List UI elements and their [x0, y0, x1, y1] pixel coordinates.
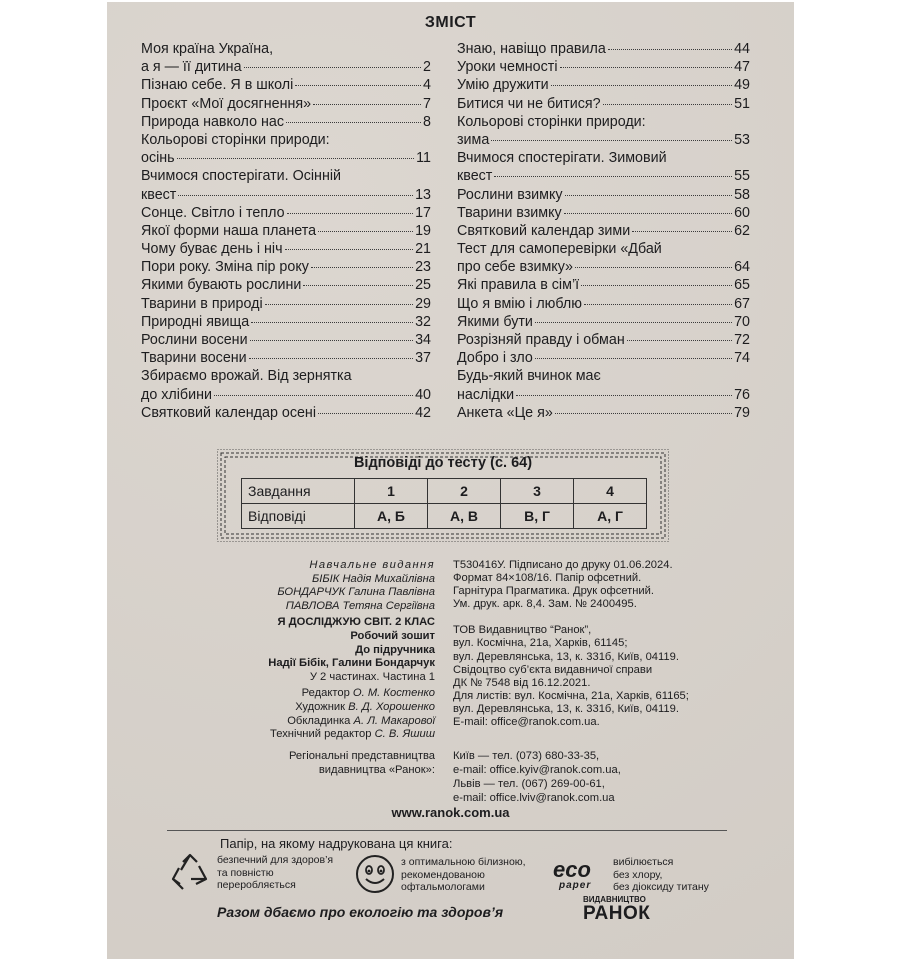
- toc-title: ЗМІСТ: [424, 14, 477, 31]
- eco-text-line: вибілюється: [613, 856, 674, 868]
- representatives-contacts: [453, 749, 621, 805]
- recycle-text-line: безпечний для здоров’я: [217, 854, 334, 866]
- toc-leader-dots: [560, 55, 733, 68]
- toc-entry-page: 70: [734, 313, 750, 330]
- imprint-right: [453, 559, 743, 729]
- toc-leader-dots: [303, 273, 413, 286]
- toc-leader-dots: [535, 310, 732, 323]
- toc-entry-title: Рослини восени: [141, 332, 248, 348]
- toc-entry-title: а я — її дитина: [141, 59, 242, 76]
- credit-role: Технічний редактор: [270, 728, 372, 741]
- toc-entry: [141, 113, 431, 131]
- toc-entry-title: Умію дружити: [457, 77, 549, 94]
- imprint-line: Гарнітура Прагматика. Друк офсетний.: [453, 585, 655, 598]
- toc-entry-title: Які правила в сім’ї: [457, 277, 580, 294]
- toc-entry-page: 8: [423, 113, 431, 130]
- credit-artist: [207, 701, 435, 715]
- toc-entry: [457, 404, 750, 422]
- smile-text-line: з оптимальною білизною,: [401, 856, 526, 868]
- book-subtitle: До підручника: [355, 643, 435, 656]
- toc-entry-page: 47: [734, 59, 750, 76]
- toc-leader-dots: [535, 346, 732, 359]
- website-link: www.ranok.com.ua: [391, 805, 510, 820]
- toc-entry-page: 60: [734, 204, 750, 221]
- toc-entry-page: 25: [415, 277, 431, 294]
- toc-entry-page: 49: [734, 77, 750, 94]
- toc-entry-title: Тварини восени: [141, 350, 247, 367]
- toc-entry-title: до хлібини: [141, 386, 212, 403]
- toc-entry-page: 42: [415, 404, 431, 421]
- book-subtitle: Надії Бібік, Галини Бондарчук: [268, 657, 435, 670]
- representatives-label: [247, 749, 435, 777]
- toc-leader-dots: [287, 201, 414, 214]
- toc-entry-title: Кольорові сторінки природи:: [457, 113, 646, 130]
- toc-entry-title: Сонце. Світло і тепло: [141, 204, 285, 221]
- toc-leader-dots: [565, 183, 733, 196]
- eco-logo-word: eco: [553, 857, 591, 882]
- toc-entry-title: Якими бути: [457, 313, 533, 330]
- toc-entry: [457, 349, 750, 367]
- imprint-line: E-mail: office@ranok.com.ua.: [453, 716, 600, 729]
- toc-entry-title: Тварини взимку: [457, 204, 562, 221]
- toc-leader-dots: [627, 328, 732, 341]
- toc-leader-dots: [311, 255, 413, 268]
- toc-entry-title: зима: [457, 131, 490, 148]
- toc-entry-title: Тест для самоперевірки «Дбай: [457, 241, 662, 258]
- toc-entry-title: Пори року. Зміна пір року: [141, 259, 309, 276]
- imprint-left: [207, 559, 435, 742]
- imprint-line: Свідоцтво суб’єкта видавничої справи: [453, 663, 653, 676]
- eco-text: [613, 856, 709, 894]
- imprint-line: Т530416У. Підписано до друку 01.06.2024.: [453, 559, 673, 571]
- toc-entry-title: Будь-який вчинок має: [457, 368, 601, 385]
- credit-role: Художник: [295, 700, 346, 713]
- toc-entry-page: 21: [415, 241, 431, 258]
- author: ПАВЛОВА Тетяна Сергіївна: [285, 599, 435, 612]
- toc-entry-title: Якої форми наша планета: [141, 222, 317, 239]
- rep-contact-line: e-mail: office.lviv@ranok.com.ua: [453, 792, 615, 804]
- toc-leader-dots: [491, 128, 732, 141]
- toc-entry-title: Розрізняй правду і обман: [457, 332, 625, 348]
- toc-entry-page: 37: [415, 350, 431, 367]
- toc-entry-title: Вчимося спостерігати. Осінній: [141, 168, 342, 185]
- smiley-icon: [355, 854, 395, 894]
- credit-tech: [207, 728, 435, 742]
- task-number: 3: [501, 479, 574, 504]
- toc-entry: [141, 404, 431, 422]
- toc-entry: [141, 149, 431, 167]
- toc-entry-page: 23: [415, 259, 431, 276]
- credit-cover: [207, 715, 435, 729]
- toc-entry-page: 76: [734, 386, 750, 403]
- imprint-line: [453, 611, 743, 624]
- imprint-line: Для листів: вул. Космічна, 21а, Харків, 61165;: [453, 689, 689, 702]
- toc-entry-title: Що я вмію і люблю: [457, 295, 582, 312]
- toc-entry-page: 67: [734, 295, 750, 312]
- answers-box: [217, 449, 669, 542]
- toc-entry-title: Моя країна Україна,: [141, 41, 274, 57]
- toc-leader-dots: [581, 273, 732, 286]
- toc-entry-title: Тварини в природі: [141, 295, 263, 312]
- book-title: Я ДОСЛІДЖУЮ СВІТ. 2 КЛАС: [277, 616, 435, 629]
- toc-entry-page: 40: [415, 386, 431, 403]
- toc-leader-dots: [603, 92, 733, 105]
- book-parts: У 2 частинах. Частина 1: [309, 670, 435, 683]
- toc-entry-page: 65: [734, 277, 750, 294]
- smile-text: [401, 856, 526, 894]
- rep-contact-line: Київ — тел. (073) 680-33-35,: [453, 750, 600, 762]
- toc-entry-page: 11: [416, 150, 431, 167]
- toc-right-column: [457, 40, 750, 422]
- toc-left-column: [141, 40, 431, 422]
- toc-entry: [457, 95, 750, 113]
- toc-leader-dots: [265, 292, 413, 305]
- toc-leader-dots: [564, 201, 732, 214]
- smile-text-line: рекомендованою: [401, 868, 485, 881]
- toc-leader-dots: [286, 110, 421, 123]
- toc-entry-title: Природа навколо нас: [141, 113, 284, 130]
- toc-leader-dots: [177, 146, 415, 159]
- credit-name: С. В. Яшиш: [374, 728, 435, 741]
- task-number: 2: [428, 479, 501, 504]
- toc-leader-dots: [251, 310, 413, 323]
- toc-entry-page: 2: [423, 59, 431, 76]
- toc-entry-page: 17: [415, 204, 431, 221]
- toc-entry-page: 79: [734, 404, 750, 421]
- toc-entry-page: 53: [734, 131, 750, 148]
- toc-entry-page: 29: [415, 295, 431, 312]
- toc-entry-title: Пізнаю себе. Я в школі: [141, 77, 294, 94]
- answer-value: А, Г: [574, 504, 647, 529]
- eco-logo-sub: paper: [559, 880, 592, 891]
- toc-entry-page: 19: [415, 222, 431, 239]
- toc-entry-page: 74: [734, 350, 750, 367]
- recycle-icon: [169, 852, 211, 894]
- imprint-line: вул. Деревлянська, 13, к. 331б, Київ, 04119.: [453, 702, 679, 715]
- book-page: [107, 2, 794, 959]
- toc-entry-title: Анкета «Це я»: [457, 404, 553, 421]
- eco-text-line: без діоксиду титану: [613, 881, 709, 893]
- book-subtitle: Робочий зошит: [350, 629, 435, 642]
- toc-entry: [457, 222, 750, 240]
- toc-entry-page: 58: [734, 186, 750, 203]
- toc-leader-dots: [313, 92, 421, 105]
- toc-leader-dots: [632, 219, 732, 232]
- toc-leader-dots: [214, 383, 413, 396]
- credit-role: Обкладинка: [287, 714, 351, 727]
- toc-entry-title: квест: [457, 168, 493, 185]
- smile-text-line: офтальмологами: [401, 881, 485, 893]
- imprint-line: Формат 84×108/16. Папір офсетний.: [453, 572, 642, 585]
- toc-entry: [457, 131, 750, 149]
- recycle-text-line: та повністю: [217, 866, 274, 879]
- recycle-text-line: переробляється: [217, 879, 296, 891]
- toc-entry-page: 4: [423, 77, 431, 94]
- toc-entry-title: Уроки чемності: [457, 59, 558, 76]
- toc-entry-page: 72: [734, 332, 750, 348]
- toc-entry-page: 32: [415, 313, 431, 330]
- toc-leader-dots: [555, 401, 732, 414]
- credit-name: В. Д. Хорошенко: [348, 700, 435, 713]
- toc-leader-dots: [318, 401, 413, 414]
- toc-entry-title: Природні явища: [141, 313, 250, 330]
- task-label: Завдання: [242, 479, 355, 504]
- publisher-label: ВИДАВНИЦТВО: [583, 895, 646, 904]
- toc-entry: [141, 349, 431, 367]
- slogan: Разом дбаємо про екологію та здоров’я: [217, 904, 504, 920]
- credit-editor: [207, 687, 435, 701]
- toc-leader-dots: [551, 73, 732, 86]
- toc-entry-title: Рослини взимку: [457, 186, 563, 203]
- credit-role: Редактор: [301, 687, 350, 700]
- toc-entry-page: 64: [734, 259, 750, 276]
- recycle-text: [217, 854, 333, 892]
- toc-leader-dots: [249, 346, 413, 359]
- toc-entry-title: Битися чи не битися?: [457, 95, 601, 112]
- toc-entry-title: квест: [141, 186, 177, 203]
- imprint-line: ТОВ Видавництво “Ранок”,: [453, 624, 592, 637]
- answers-table: [241, 478, 647, 529]
- toc-entry-title: Добро і зло: [457, 350, 533, 367]
- answers-task-row: [242, 479, 647, 504]
- eco-text-line: без хлору,: [613, 868, 663, 881]
- toc-entry-title: Проєкт «Мої досягнення»: [141, 95, 312, 112]
- toc-entry-title: осінь: [141, 150, 175, 167]
- toc-leader-dots: [295, 73, 421, 86]
- toc-leader-dots: [178, 183, 413, 196]
- toc-leader-dots: [244, 55, 422, 68]
- answer-value: А, В: [428, 504, 501, 529]
- rep-label-line: видавництва «Ранок»:: [318, 764, 435, 776]
- edition-type: Навчальне видання: [309, 559, 435, 571]
- task-number: 4: [574, 479, 647, 504]
- toc-leader-dots: [494, 164, 732, 177]
- toc-leader-dots: [608, 37, 732, 50]
- toc-entry-page: 44: [734, 41, 750, 57]
- imprint-line: вул. Деревлянська, 13, к. 331б, Київ, 04119.: [453, 650, 679, 663]
- toc-entry-page: 13: [415, 186, 431, 203]
- paper-title: Папір, на якому надрукована ця книга:: [220, 836, 453, 851]
- toc-entry-title: Святковий календар осені: [141, 404, 317, 421]
- toc-entry-page: 7: [423, 95, 431, 112]
- toc-entry-title: Святковий календар зими: [457, 222, 631, 239]
- toc-entry-title: Збираємо врожай. Від зернятка: [141, 368, 352, 385]
- toc-leader-dots: [250, 328, 414, 341]
- answer-label: Відповіді: [242, 504, 355, 529]
- toc-entry-title: Вчимося спостерігати. Зимовий: [457, 150, 667, 167]
- toc-entry-title: Чому буває день і ніч: [141, 241, 283, 258]
- answers-answer-row: [242, 504, 647, 529]
- toc-entry-title: про себе взимку»: [457, 259, 573, 276]
- answers-title: Відповіді до тесту (с. 64): [353, 455, 533, 471]
- answer-value: В, Г: [501, 504, 574, 529]
- divider: [167, 830, 727, 831]
- rep-label-line: Регіональні представництва: [288, 750, 435, 762]
- toc-entry-page: 51: [734, 95, 750, 112]
- toc-leader-dots: [575, 255, 732, 268]
- credit-name: А. Л. Макарової: [353, 714, 435, 727]
- toc-leader-dots: [516, 383, 732, 396]
- imprint-line: вул. Космічна, 21а, Харків, 61145;: [453, 637, 628, 650]
- toc-entry-title: Знаю, навіщо правила: [457, 41, 606, 57]
- answer-value: А, Б: [355, 504, 428, 529]
- toc-leader-dots: [584, 292, 732, 305]
- toc-entry-page: 34: [415, 332, 431, 348]
- rep-contact-line: Львів — тел. (067) 269-00-61,: [453, 778, 605, 790]
- author: БІБІК Надія Михайлівна: [311, 572, 435, 585]
- rep-contact-line: e-mail: office.kyiv@ranok.com.ua,: [453, 764, 621, 776]
- author: БОНДАРЧУК Галина Павлівна: [277, 586, 435, 599]
- toc-entry-page: 55: [734, 168, 750, 185]
- toc-entry-title: Кольорові сторінки природи:: [141, 131, 330, 148]
- credit-name: О. М. Костенко: [352, 687, 435, 700]
- publisher-logo: РАНОК: [583, 903, 651, 924]
- imprint-line: ДК № 7548 від 16.12.2021.: [453, 676, 591, 689]
- toc-entry-title: Якими бувають рослини: [141, 277, 302, 294]
- toc-entry-title: наслідки: [457, 386, 515, 403]
- task-number: 1: [355, 479, 428, 504]
- toc-entry-page: 62: [734, 222, 750, 239]
- toc-leader-dots: [285, 237, 414, 250]
- toc-leader-dots: [318, 219, 413, 232]
- imprint-line: Ум. друк. арк. 8,4. Зам. № 2400495.: [453, 598, 637, 611]
